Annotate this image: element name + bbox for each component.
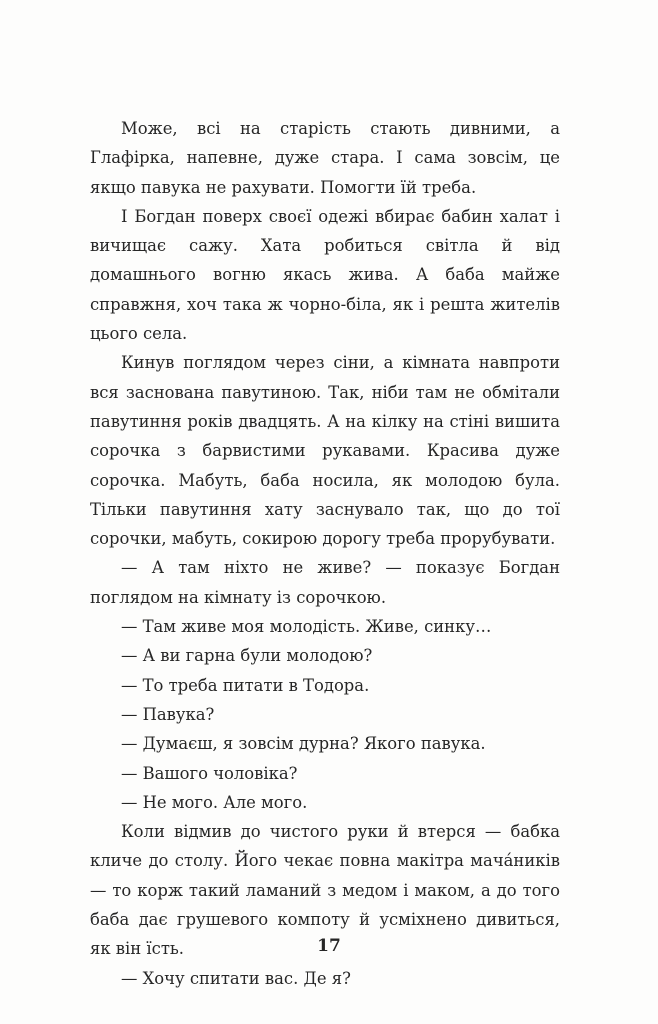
dialogue-line: — То треба питати в Тодора. xyxy=(121,675,370,695)
paragraph: Коли відмив до чистого руки й втерся — бабка кличе до столу. Його чекає повна макітра мача́ників — то корж такий ламаний з медом і маком, а до того баба дає грушевого компоту й усміхнено дивиться, як він їсть. xyxy=(90,822,560,959)
dialogue-line: — Там живе моя молодість. Живе, синку… xyxy=(121,617,492,637)
dialogue-line: — Вашого чоловіка? xyxy=(121,763,298,783)
paragraph: Кинув поглядом через сіни, а кімната навпроти вся заснована павутиною. Так, ніби там не обмітали павутиння років двадцять. А на кілку на стіні вишита сорочка з барвистими рукавами. Красива дуже сорочка. Мабуть, баба носила, як молодою була. Тільки павутиння хату заснувало так, що до тої сорочки, мабуть, сокирою дорогу треба прорубувати. xyxy=(90,353,560,549)
dialogue-line: — Думаєш, я зовсім дурна? Якого павука. xyxy=(121,734,486,754)
dialogue-line: — Не мого. Але мого. xyxy=(121,792,308,812)
dialogue-line: — Павука? xyxy=(121,704,215,724)
dialogue-line: — А ви гарна були молодою? xyxy=(121,646,373,666)
paragraph: І Богдан поверх своєї одежі вбирає бабин халат і вичищає сажу. Хата робиться світла й від домашнього вогню якась жива. А баба майже справжня, хоч така ж чорно-біла, як і решта жителів цього села. xyxy=(90,206,560,344)
dialogue-line: — А там ніхто не живе? — показує Богдан поглядом на кімнату із сорочкою. xyxy=(90,558,560,607)
dialogue-line: — Хочу спитати вас. Де я? xyxy=(121,968,351,988)
page-body-text xyxy=(90,114,560,993)
paragraph: Може, всі на старість стають дивними, а Глафірка, напевне, дуже стара. І сама зовсім, це якщо павука не рахувати. Помогти їй треба. xyxy=(90,119,560,197)
page-number: 17 xyxy=(317,936,341,956)
